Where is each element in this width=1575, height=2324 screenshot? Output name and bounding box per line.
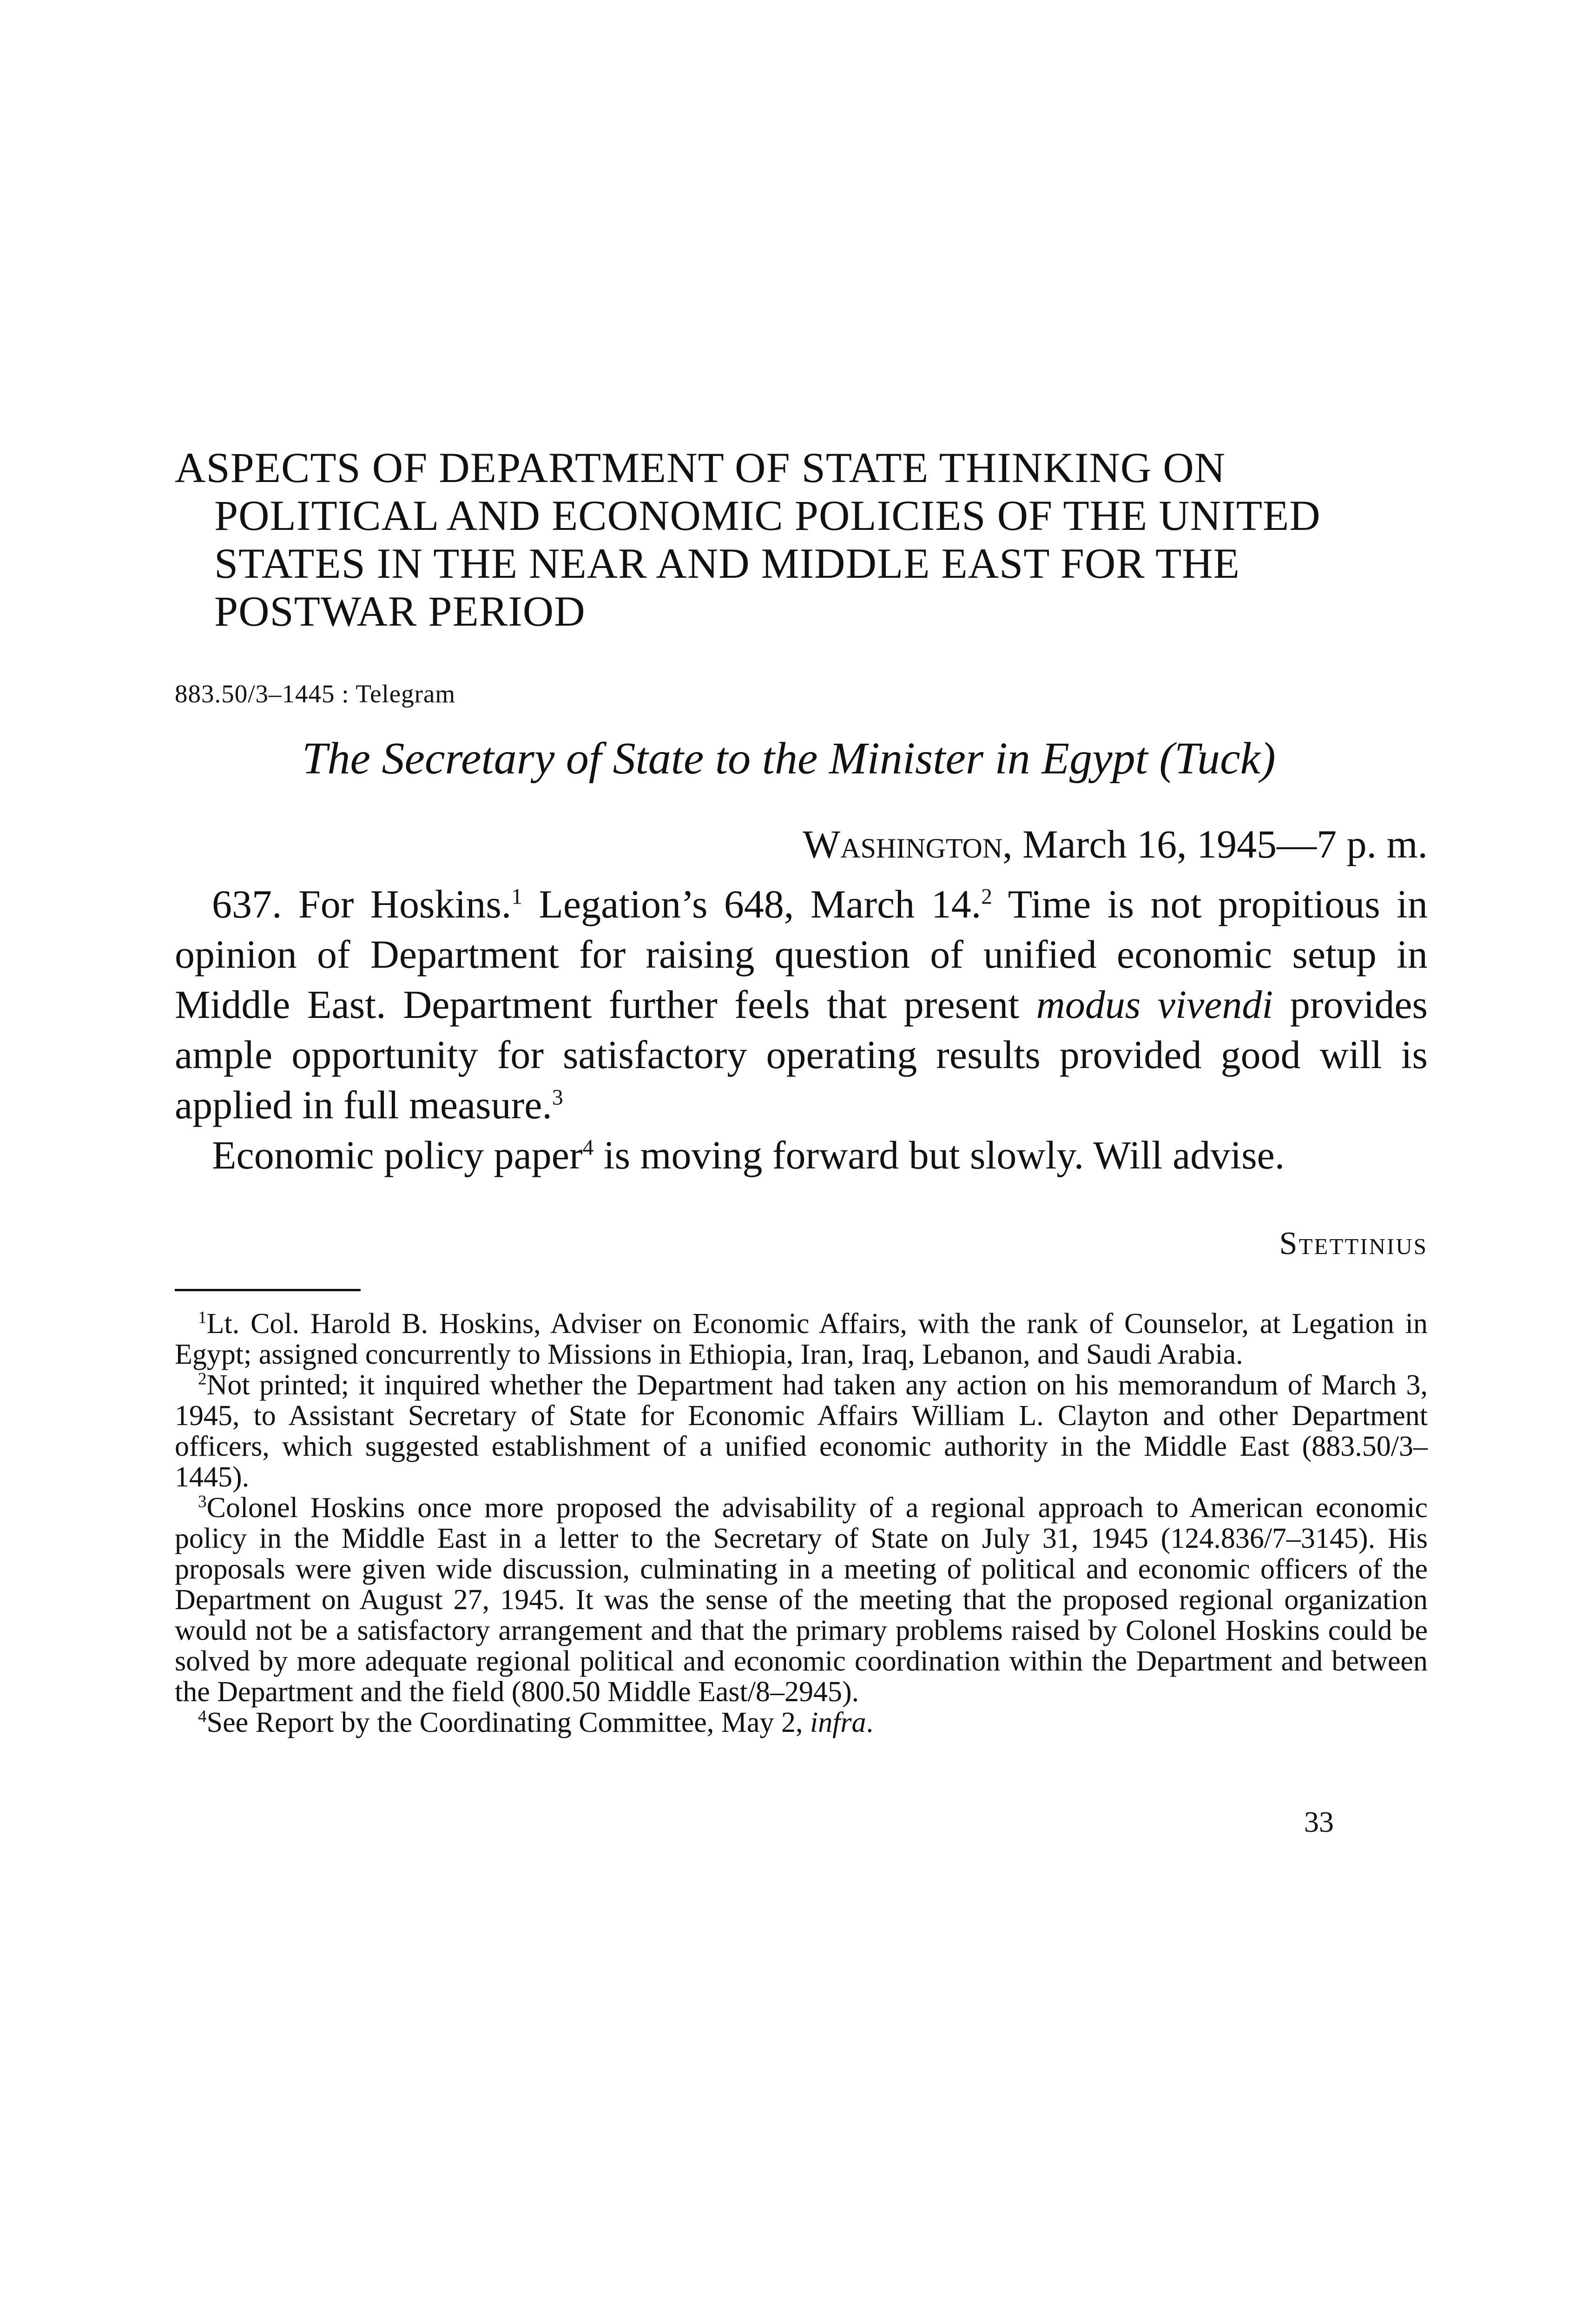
file-number: 883.50/3–1445 : Telegram xyxy=(175,680,456,708)
footnote-text: Lt. Col. Harold B. Hoskins, Adviser on Economic Affairs, with the rank of Counselor, at Legation in Egypt; assigned concurrently to Missions in Ethiopia, Iran, Iraq, Lebanon, and Saudi Arabia. xyxy=(175,1308,1428,1370)
dateline xyxy=(674,819,1428,870)
address-line: The Secretary of State to the Minister in Egypt (Tuck) xyxy=(302,733,1276,784)
dateline-date: , March 16, 1945—7 p. m. xyxy=(1002,822,1428,866)
paragraph-1-text-d: provides ample opportunity for satisfactory operating results provided good will is applied in full measure. xyxy=(175,982,1428,1127)
footnote-text: Not printed; it inquired whether the Department had taken any action on his memorandum of March 3, 1945, to Assistant Secretary of State for Economic Affairs William L. Clayton and other Department officers, which suggested establishment of a unified economic authority in the Middle East (883.50/3–1445). xyxy=(175,1369,1428,1493)
page-number: 33 xyxy=(1304,1805,1334,1838)
paragraph-2-text-b: is moving forward but slowly. Will advise. xyxy=(593,1133,1285,1177)
footnote-text: See Report by the Coordinating Committee, May 2, xyxy=(206,1707,810,1738)
footnote-number: 3 xyxy=(198,1492,207,1512)
paragraph-1-italic: modus vivendi xyxy=(1036,982,1273,1027)
paragraph-2 xyxy=(175,1130,1428,1180)
footnote-divider xyxy=(175,1289,361,1291)
footnote-italic: infra xyxy=(810,1707,866,1738)
section-heading: ASPECTS OF DEPARTMENT OF STATE THINKING ON POLITICAL AND ECONOMIC POLICIES OF THE UNITED STATES IN THE NEAR AND MIDDLE EAST FOR THE POSTWAR PERIOD xyxy=(175,444,1321,635)
paragraph-1-text-b: Legation’s 648, March 14. xyxy=(522,882,982,926)
paragraph-2-text-a: Economic policy paper xyxy=(212,1133,583,1177)
footnotes xyxy=(175,1308,1428,1738)
footnote-text: Colonel Hoskins once more proposed the advisability of a regional approach to American economic policy in the Middle East in a letter to the Secretary of State on July 31, 1945 (124.836/7–3145). His proposals were given wide discussion, culminating in a meeting of political and economic officers of the Department on August 27, 1945. It was the sense of the meeting that the proposed regional organization would not be a satisfactory arrangement and that the primary problems raised by Colonel Hoskins could be solved by more adequate regional political and economic coordination within the Department and between the Department and the field (800.50 Middle East/8–2945). xyxy=(175,1492,1428,1708)
footnote-ref-3: 3 xyxy=(552,1085,563,1110)
footnote-number: 4 xyxy=(198,1707,207,1726)
footnote-3 xyxy=(175,1492,1428,1707)
footnote-4 xyxy=(175,1707,1428,1738)
footnote-2 xyxy=(175,1370,1428,1492)
footnote-number: 2 xyxy=(198,1369,207,1389)
paragraph-1 xyxy=(175,879,1428,1130)
telegram-body xyxy=(175,879,1428,1180)
footnote-number: 1 xyxy=(198,1308,207,1327)
footnote-1 xyxy=(175,1308,1428,1370)
footnote-ref-1: 1 xyxy=(511,885,522,909)
dateline-place: Washington xyxy=(803,822,1003,866)
footnote-text-end: . xyxy=(866,1707,874,1738)
paragraph-1-text-c: Time is not propitious in opinion of Department for raising question of unified economic setup in Middle East. Department further feels that present xyxy=(175,882,1428,1027)
paragraph-1-text-a: 637. For Hoskins. xyxy=(212,882,512,926)
footnote-ref-4: 4 xyxy=(582,1136,594,1160)
footnote-ref-2: 2 xyxy=(981,885,992,909)
signature: Stettinius xyxy=(1279,1226,1428,1261)
